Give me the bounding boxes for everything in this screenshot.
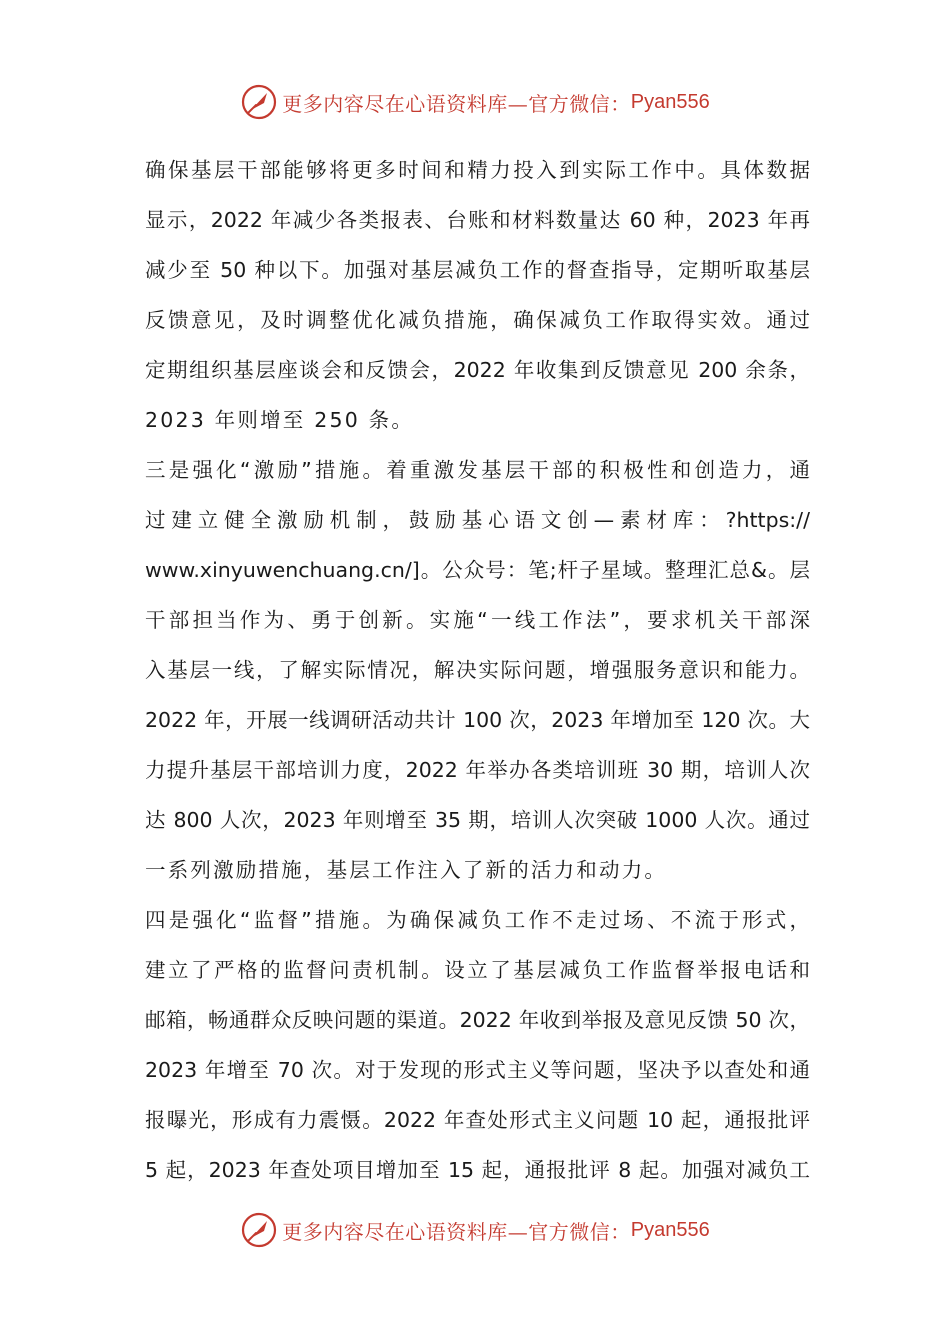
body-line: 过建立健全激励机制，鼓励基心语文创—素材库：?https:// [145, 508, 810, 532]
watermark-wechat-id: Pyan556 [630, 1218, 710, 1241]
body-line: 反馈意见，及时调整优化减负措施，确保减负工作取得实效。通过 [145, 308, 810, 332]
body-line: 5 起，2023 年查处项目增加至 15 起，通报批评 8 起。加强对减负工 [145, 1158, 810, 1182]
body-line: 达 800 人次，2023 年则增至 35 期，培训人次突破 1000 人次。通过 [145, 808, 810, 832]
body-line: 显示，2022 年减少各类报表、台账和材料数量达 60 种，2023 年再 [145, 208, 810, 232]
body-line: 报曝光，形成有力震慑。2022 年查处形式主义问题 10 起，通报批评 [145, 1108, 810, 1132]
body-line: 减少至 50 种以下。加强对基层减负工作的督查指导，定期听取基层 [145, 258, 810, 282]
body-line: 一系列激励措施，基层工作注入了新的活力和动力。 [145, 858, 668, 882]
watermark-wechat-id: Pyan556 [630, 90, 710, 113]
body-line: 2023 年则增至 250 条。 [145, 408, 415, 432]
body-line: 确保基层干部能够将更多时间和精力投入到实际工作中。具体数据 [145, 158, 810, 182]
body-line: 2022 年，开展一线调研活动共计 100 次，2023 年增加至 120 次。大 [145, 708, 810, 732]
body-line: 邮箱，畅通群众反映问题的渠道。2022 年收到举报及意见反馈 50 次， [145, 1008, 810, 1032]
body-line: 入基层一线，了解实际情况，解决实际问题，增强服务意识和能力。 [145, 658, 810, 682]
body-line: 三是强化“激励”措施。着重激发基层干部的积极性和创造力，通 [145, 458, 810, 482]
quill-logo-icon [240, 1211, 278, 1249]
watermark-text: 更多内容尽在心语资料库—官方微信： [282, 1219, 631, 1244]
body-line: 2023 年增至 70 次。对于发现的形式主义等问题，坚决予以查处和通 [145, 1058, 810, 1082]
watermark-banner-top [0, 80, 950, 124]
body-line: 四是强化“监督”措施。为确保减负工作不走过场、不流于形式， [145, 908, 810, 932]
body-line: 力提升基层干部培训力度，2022 年举办各类培训班 30 期，培训人次 [145, 758, 810, 782]
watermark-text: 更多内容尽在心语资料库—官方微信： [282, 91, 631, 116]
body-line: 定期组织基层座谈会和反馈会，2022 年收集到反馈意见 200 余条， [145, 358, 810, 382]
body-line: www.xinyuwenchuang.cn/]。公众号：笔;杆子星域。整理汇总&。层 [145, 558, 810, 582]
body-line: 建立了严格的监督问责机制。设立了基层减负工作监督举报电话和 [145, 958, 810, 982]
quill-logo-icon [240, 83, 278, 121]
document-body [145, 145, 810, 1195]
body-line: 干部担当作为、勇于创新。实施“一线工作法”，要求机关干部深 [145, 608, 810, 632]
watermark-banner-bottom [0, 1208, 950, 1252]
